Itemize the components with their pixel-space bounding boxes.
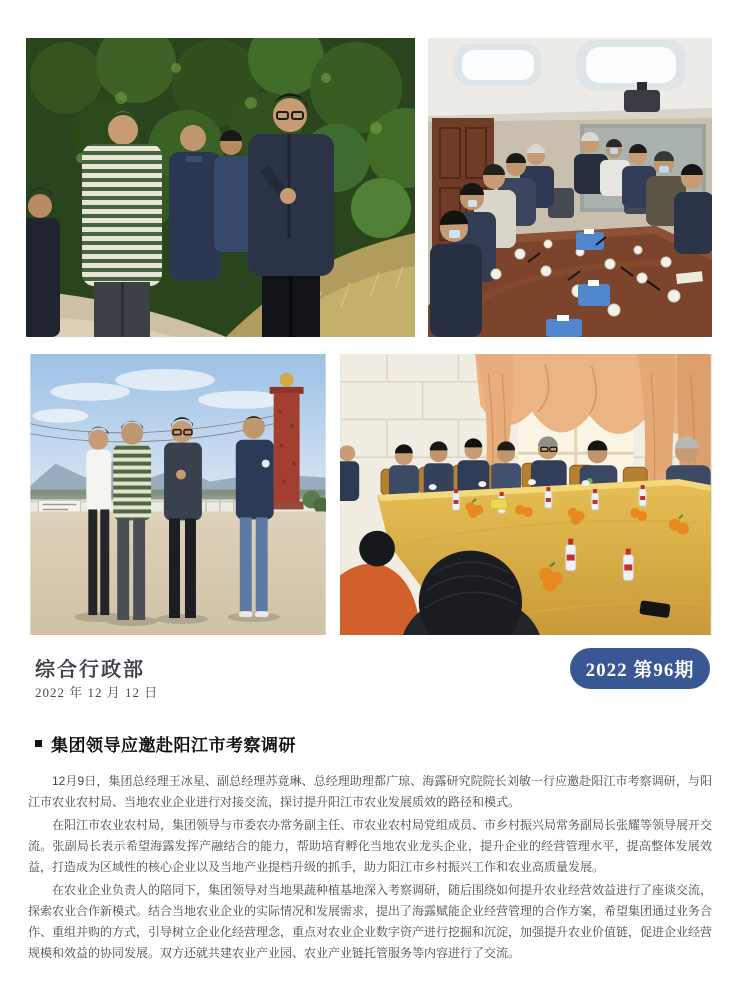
headline-bullet-icon: [35, 740, 42, 747]
article-paragraph: 12月9日，集团总经理王冰星、副总经理苏竟琳、总经理助理都广琼、海露研究院院长刘敏一行应邀赴阳江市考察调研，与阳江市农业农村局、当地农业企业进行对接交流，探讨提升阳江市农业发展质效的路径和模式。: [28, 774, 712, 809]
article: [28, 731, 712, 966]
issue-date: 2022 年 12 月 12 日: [35, 685, 159, 700]
photo-site-gate-visit: [30, 354, 326, 635]
issue-badge: 2022 第96期: [570, 648, 710, 689]
photo-meeting-room-illustration: [428, 38, 712, 337]
article-headline-row: [35, 731, 712, 756]
photo-meeting-room: [428, 38, 712, 337]
photo-site-gate-illustration: [30, 354, 326, 635]
article-headline: 集团领导应邀赴阳江市考察调研: [51, 736, 296, 755]
photo-roundtable-illustration: [340, 354, 712, 635]
photo-field-visit-illustration: [26, 38, 415, 337]
article-paragraph: 在阳江市农业农村局，集团领导与市委农办常务副主任、市农业农村局党组成员、市乡村振兴局常务副局长张耀等领导展开交流。张副局长表示希望海露发挥产融结合的能力，帮助培育孵化当地农业龙头企业，提升企业的经营管理水平，提高整体发展效益，打造成为区域性的核心企业以及当地产业提档升级的抓手，助力阳江市乡村振兴工作和农业高质量发展。: [28, 818, 713, 874]
person-striped-sweater: [82, 111, 162, 337]
article-paragraph: 在农业企业负责人的陪同下，集团领导对当地果蔬种植基地深入考察调研，随后围绕如何提升农业经营效益进行了座谈交流，探索农业合作新模式。结合当地农业企业的实际情况和发展需求，提出了海露赋能企业经营管理的合作方案，希望集团通过业务合作、重组并购的方式，引导树立企业化经营理念，重点对农业企业数字资产进行挖掘和沉淀，加强提升农业价值链，促进企业经营规模和效益的协同发展。双方还就共建农业产业园、农业产业链托管服务等内容进行了交流。: [28, 883, 713, 960]
department-name: 综合行政部: [35, 659, 145, 681]
photo-roundtable-meeting: [340, 354, 712, 635]
tissue-pack: [490, 499, 507, 509]
photo-field-visit: [26, 38, 415, 337]
